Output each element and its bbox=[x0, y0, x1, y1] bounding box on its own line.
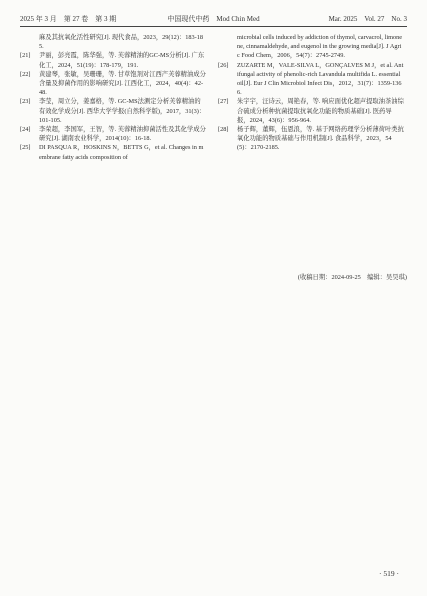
reference-number: [26] bbox=[218, 61, 229, 69]
reference-23 bbox=[20, 97, 206, 125]
right-column bbox=[218, 33, 404, 153]
header-issue: 2025 年 3 月 第 27 卷 第 3 期 bbox=[20, 15, 117, 23]
page-number: · 519 · bbox=[379, 569, 399, 578]
reference-25 bbox=[20, 143, 206, 161]
reference-text: ZUZARTE M，VALE-SILVA L，GONÇALVES M J，et al. Antifungal activity of phenolic-rich Lavandula multifida L. essential oil[J]. Eur J Clin Microbiol Infect Dis，2012，31(7)：1359-1366. bbox=[237, 61, 404, 97]
reference-text: 尹丽，彭亮霞，陈华强，等. 芙蓉精油的GC-MS分析[J]. 广东化工，2024，51(19)：178-179，191. bbox=[39, 52, 205, 69]
reference-number: [24] bbox=[20, 126, 31, 134]
reference-22 bbox=[20, 70, 206, 98]
reference-text: DI PASQUA R，HOSKINS N，BETTS G，et al. Changes in membrane fatty acids composition of bbox=[39, 144, 204, 161]
reference-continuation bbox=[20, 33, 206, 51]
header-rule bbox=[20, 26, 407, 27]
reference-text: 李荣超，李国军，王智，等. 芙蓉精油抑菌活性及其化学成分研究[J]. 湖南农业科学，2014(10)：16-18. bbox=[39, 126, 206, 143]
left-column bbox=[20, 33, 206, 162]
reference-continuation bbox=[218, 33, 404, 61]
reference-24 bbox=[20, 125, 206, 143]
reference-text: 杨子辉，董辉，伍恩浪，等. 基于网络药理学分析薄荷叶类抗氧化功能的物质基础与作用机制[J]. 食品科学，2023，54(5)：2170-2185. bbox=[237, 126, 404, 152]
reference-number: [25] bbox=[20, 144, 31, 152]
reference-number: [23] bbox=[20, 98, 31, 106]
reference-text: 黄建琴，张敏，吴珊珊，等. 甘草饱剂对江西产芙蓉精油成分含量及抑菌作用的影响研究[J]. 江西化工，2024，40(4)：42-48. bbox=[39, 70, 206, 97]
reference-21 bbox=[20, 51, 206, 69]
received-date-note: (收稿日期：2024-09-25 编辑：吴昊琪) bbox=[297, 274, 407, 281]
header-journal: 中国现代中药 Mod Chin Med bbox=[167, 15, 260, 23]
reference-text: microbial cells induced by addiction of thymol, carvacrol, limonene, cinnamaldehyde, and eugenol in the growing media[J]. J Agric Food Chem，2006，54(7)：2745-2749. bbox=[237, 34, 403, 60]
reference-27 bbox=[218, 97, 404, 125]
reference-text: 麻及其抗氧化活性研究[J]. 现代食品，2023，29(12)：183-185. bbox=[39, 34, 204, 51]
reference-number: [27] bbox=[218, 98, 229, 106]
reference-number: [28] bbox=[218, 126, 229, 134]
reference-26 bbox=[218, 61, 404, 98]
header-issue-en: Mar. 2025 Vol. 27 No. 3 bbox=[328, 15, 407, 23]
reference-text: 朱宇宇，汪诗云，周艳春，等. 响应面优化超声提取油茶油综合硫成分析种抗菌提取抗氧化功能的物质基础[J]. 医药导报，2024，43(6)：956-964. bbox=[237, 98, 404, 124]
reference-number: [22] bbox=[20, 70, 31, 78]
reference-text: 李莹，周立分，姜嘉格，等. GC-MS法测定分析芙蓉精油的有效化学成分[J]. 西华大学学报(自然科学版)，2017，31(3)：101-105. bbox=[39, 98, 206, 124]
reference-28 bbox=[218, 125, 404, 153]
reference-number: [21] bbox=[20, 52, 31, 60]
